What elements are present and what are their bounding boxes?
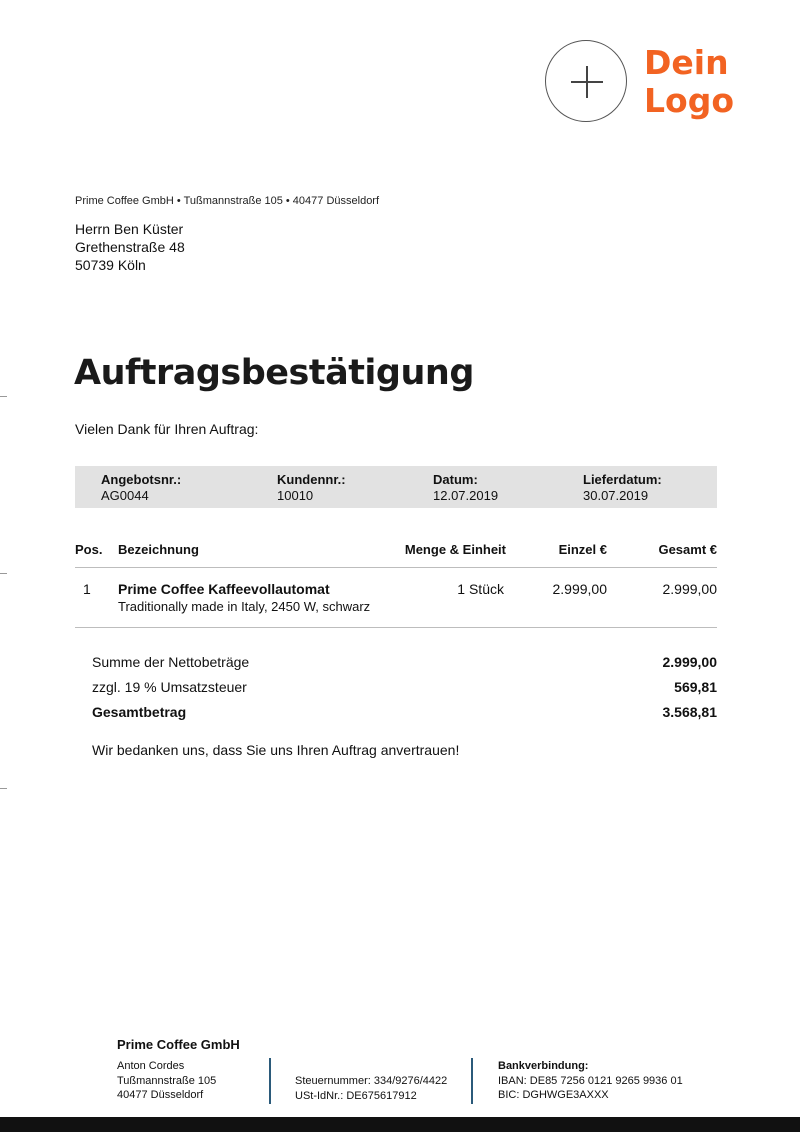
vat-value: 569,81 bbox=[674, 679, 717, 695]
vat-label: zzgl. 19 % Umsatzsteuer bbox=[92, 679, 247, 695]
info-customer-number: Kundennr.: 10010 bbox=[277, 472, 346, 503]
grand-total-value: 3.568,81 bbox=[662, 704, 717, 720]
info-delivery-date: Lieferdatum: 30.07.2019 bbox=[583, 472, 662, 503]
net-sum-label: Summe der Nettobeträge bbox=[92, 654, 250, 670]
footer-separator bbox=[269, 1058, 271, 1104]
footer-company-name: Prime Coffee GmbH bbox=[117, 1037, 240, 1052]
header-description: Bezeichnung bbox=[118, 542, 199, 557]
row-pos: 1 bbox=[83, 581, 91, 597]
logo-placeholder-icon bbox=[545, 40, 627, 122]
header-quantity: Menge & Einheit bbox=[404, 542, 506, 557]
footer-address: Anton Cordes Tußmannstraße 105 40477 Düsseldorf bbox=[117, 1060, 217, 1101]
header-unit-price: Einzel € bbox=[558, 542, 607, 557]
footer-bank-info: Bankverbindung: IBAN: DE85 7256 0121 9265 9936 01 BIC: DGHWGE3AXXX bbox=[498, 1060, 683, 1101]
table-footer-rule bbox=[75, 627, 717, 628]
fold-mark bbox=[0, 396, 7, 397]
net-sum-value: 2.999,00 bbox=[662, 654, 717, 670]
row-total: 2.999,00 bbox=[662, 581, 717, 597]
grand-total-label: Gesamtbetrag bbox=[92, 704, 187, 720]
page-bottom-bar bbox=[0, 1117, 800, 1132]
header-total: Gesamt € bbox=[658, 542, 717, 557]
row-unit-price: 2.999,00 bbox=[552, 581, 607, 597]
table-header-rule bbox=[75, 567, 717, 568]
header-pos: Pos. bbox=[75, 542, 103, 557]
document-title: Auftragsbestätigung bbox=[74, 353, 474, 393]
recipient-name: Herrn Ben Küster bbox=[75, 221, 184, 237]
recipient-address bbox=[75, 220, 185, 274]
fold-mark bbox=[0, 573, 7, 574]
footer-tax-info: Steuernummer: 334/9276/4422 USt-IdNr.: DE675617912 bbox=[295, 1075, 448, 1102]
order-info-box bbox=[75, 466, 717, 508]
row-product-name: Prime Coffee Kaffeevollautomat bbox=[118, 581, 330, 597]
recipient-city: 50739 Köln bbox=[75, 257, 146, 273]
closing-text: Wir bedanken uns, dass Sie uns Ihren Auftrag anvertrauen! bbox=[92, 742, 460, 758]
row-product-detail: Traditionally made in Italy, 2450 W, schwarz bbox=[118, 599, 371, 614]
logo-text: Dein Logo bbox=[644, 43, 734, 120]
intro-text: Vielen Dank für Ihren Auftrag: bbox=[75, 421, 259, 437]
footer-separator bbox=[471, 1058, 473, 1104]
row-quantity: 1 Stück bbox=[457, 581, 504, 597]
info-date: Datum: 12.07.2019 bbox=[433, 472, 499, 503]
info-offer-number: Angebotsnr.: AG0044 bbox=[101, 472, 182, 503]
recipient-street: Grethenstraße 48 bbox=[75, 239, 185, 255]
fold-mark bbox=[0, 788, 7, 789]
sender-return-address: Prime Coffee GmbH • Tußmannstraße 105 • 40477 Düsseldorf bbox=[75, 195, 380, 207]
